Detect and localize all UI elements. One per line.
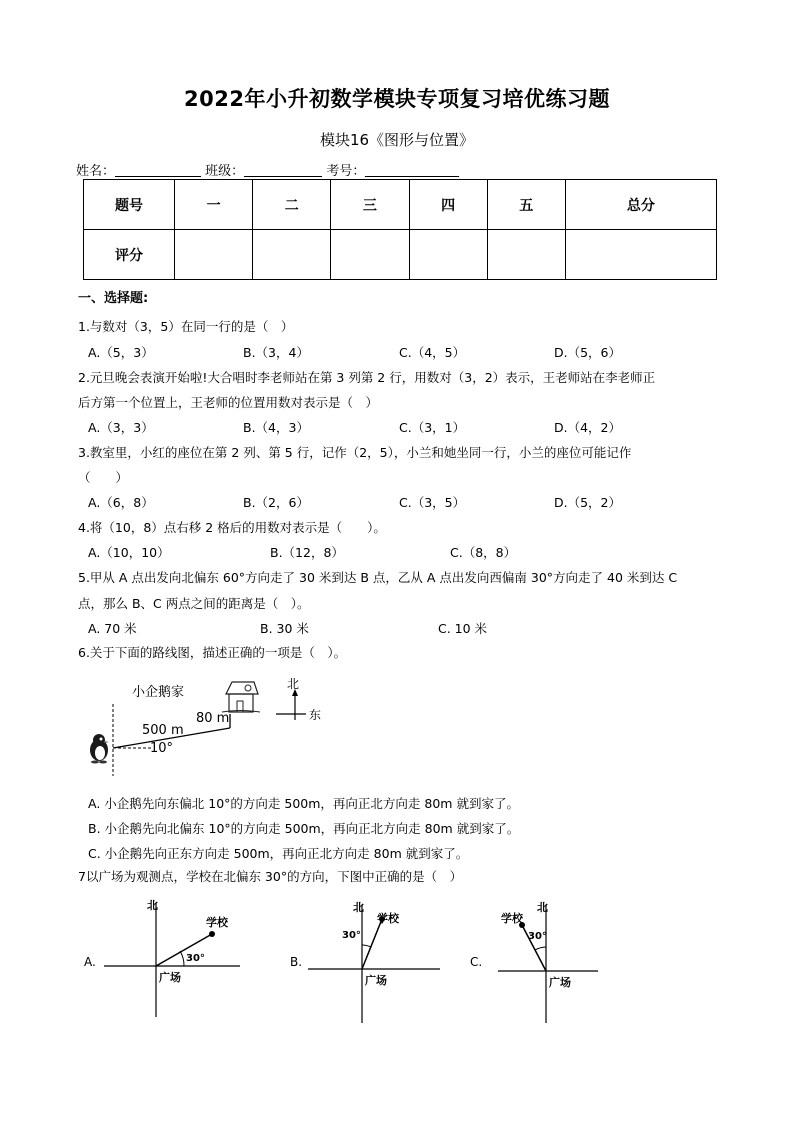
penguin-icon: [90, 734, 109, 764]
q5-option-b[interactable]: B. 30 米: [260, 621, 309, 636]
q7-figure-b[interactable]: [290, 895, 455, 1025]
score-table-header-row: [84, 180, 717, 230]
q5-option-a[interactable]: A. 70 米: [88, 621, 137, 636]
q5-stem-line1: 5.甲从 A 点出发向北偏东 60°方向走了 30 米到达 B 点，乙从 A 点出发向西偏南 30°方向走了 40 米到达 C: [78, 570, 678, 585]
name-blank[interactable]: [115, 164, 201, 177]
q3-stem-line2: （ ）: [78, 470, 129, 485]
q2-option-a[interactable]: A.（3，3）: [88, 420, 154, 435]
home-label: 小企鹅家: [132, 685, 185, 700]
score-cell[interactable]: [565, 230, 716, 280]
q3-stem-line1: 3.教室里，小红的座位在第 2 列、第 5 行，记作（2，5），小兰和她坐同一行，小兰的座位可能记作: [78, 445, 632, 460]
score-cell[interactable]: [253, 230, 331, 280]
figure-b-label: B.: [290, 955, 303, 969]
q5-option-c[interactable]: C. 10 米: [438, 621, 488, 636]
score-col-total: 总分: [565, 180, 716, 230]
angle-10-label: 10°: [150, 741, 174, 756]
angle-arc: [535, 947, 546, 950]
q4-stem: 4.将（10，8）点右移 2 格后的用数对表示是（ ）。: [78, 520, 386, 535]
exam-number-blank[interactable]: [365, 164, 459, 177]
score-cell[interactable]: [331, 230, 409, 280]
compass-north-label: 北: [287, 677, 300, 691]
class-label: 班级：: [205, 164, 245, 179]
score-col-3: 三: [331, 180, 409, 230]
score-col-4: 四: [409, 180, 487, 230]
score-table-score-row: [84, 230, 717, 280]
score-col-5: 五: [487, 180, 565, 230]
school-label: 学校: [501, 912, 523, 925]
q2-option-c[interactable]: C.（3，1）: [399, 420, 466, 435]
north-label: 北: [353, 901, 364, 914]
q3-option-b[interactable]: B.（2，6）: [243, 495, 309, 510]
class-blank[interactable]: [244, 164, 322, 177]
q3-option-a[interactable]: A.（6，8）: [88, 495, 154, 510]
score-col-1: 一: [175, 180, 253, 230]
school-label: 学校: [377, 912, 399, 925]
score-cell[interactable]: [487, 230, 565, 280]
q1-stem: 1.与数对（3，5）在同一行的是（ ）: [78, 319, 294, 334]
angle-label: 30°: [186, 953, 205, 964]
distance-80m: 80 m: [196, 711, 230, 726]
q1-option-c[interactable]: C.（4，5）: [399, 345, 466, 360]
figure-a-label: A.: [84, 955, 96, 969]
score-col-2: 二: [253, 180, 331, 230]
q2-option-b[interactable]: B.（4，3）: [243, 420, 309, 435]
score-table: [83, 179, 717, 280]
q6-option-a[interactable]: A. 小企鹅先向东偏北 10°的方向走 500m，再向正北方向走 80m 就到家了。: [88, 796, 519, 811]
angle-label: 30°: [528, 931, 547, 942]
score-cell[interactable]: [409, 230, 487, 280]
angle-arc: [180, 951, 184, 966]
q2-option-d[interactable]: D.（4，2）: [554, 420, 622, 435]
exam-number-label: 考号：: [326, 164, 366, 179]
q3-option-d[interactable]: D.（5，2）: [554, 495, 622, 510]
score-table-row-label: 评分: [84, 230, 175, 280]
plaza-label: 广场: [159, 971, 181, 984]
q2-stem-line1: 2.元旦晚会表演开始啦!大合唱时李老师站在第 3 列第 2 行，用数对（3，2）表示，王老师站在李老师正: [78, 370, 656, 385]
q7-figure-a[interactable]: [84, 895, 254, 1025]
q1-option-a[interactable]: A.（5，3）: [88, 345, 154, 360]
angle-label: 30°: [342, 930, 361, 941]
school-point: [209, 931, 215, 937]
q1-option-d[interactable]: D.（5，6）: [554, 345, 622, 360]
q7-figure-c[interactable]: [470, 895, 610, 1025]
angle-arc: [362, 945, 371, 947]
q4-option-a[interactable]: A.（10，10）: [88, 545, 170, 560]
school-label: 学校: [206, 916, 228, 929]
north-label: 北: [147, 899, 158, 912]
plaza-label: 广场: [365, 974, 387, 987]
q2-stem-line2: 后方第一个位置上，王老师的位置用数对表示是（ ）: [78, 395, 379, 410]
direction-ray: [362, 919, 382, 969]
q5-stem-line2: 点，那么 B、C 两点之间的距离是（ ）。: [78, 596, 310, 611]
compass-east-label: 东: [309, 708, 322, 722]
q4-option-b[interactable]: B.（12，8）: [270, 545, 344, 560]
q7-stem: 7以广场为观测点，学校在北偏东 30°的方向，下图中正确的是（ ）: [78, 869, 463, 884]
plaza-label: 广场: [549, 976, 571, 989]
q1-option-b[interactable]: B.（3，4）: [243, 345, 309, 360]
student-info-line: [76, 160, 459, 179]
q6-option-b[interactable]: B. 小企鹅先向北偏东 10°的方向走 500m，再向正北方向走 80m 就到家了。: [88, 821, 520, 836]
q6-option-c[interactable]: C. 小企鹅先向正东方向走 500m，再向正北方向走 80m 就到家了。: [88, 846, 469, 861]
page-title: 2022年小升初数学模块专项复习培优练习题: [184, 87, 610, 111]
distance-500m: 500 m: [142, 723, 184, 738]
compass-icon: [276, 689, 306, 720]
q3-option-c[interactable]: C.（3，5）: [399, 495, 466, 510]
name-label: 姓名：: [76, 164, 116, 179]
figure-c-label: C.: [470, 955, 483, 969]
page-subtitle: 模块16《图形与位置》: [319, 131, 475, 149]
section-heading: 一、选择题:: [78, 291, 149, 306]
house-icon: [222, 682, 260, 712]
q6-stem: 6.关于下面的路线图，描述正确的一项是（ ）。: [78, 645, 347, 660]
score-table-row-label: 题号: [84, 180, 175, 230]
penguin-route-diagram: [80, 668, 340, 778]
north-label: 北: [537, 901, 548, 914]
score-cell[interactable]: [175, 230, 253, 280]
q4-option-c[interactable]: C.（8，8）: [450, 545, 517, 560]
